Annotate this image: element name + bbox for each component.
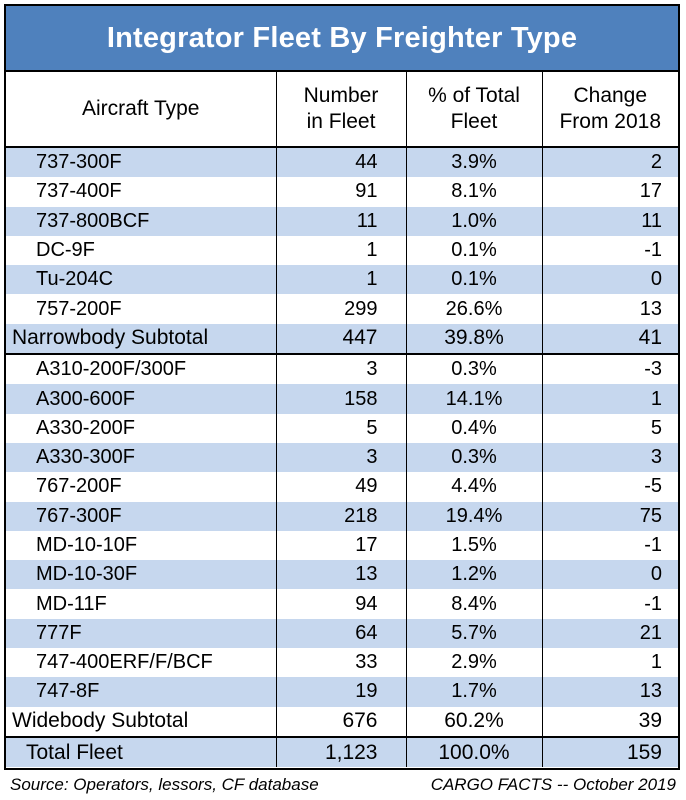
cell-number: 19 bbox=[276, 677, 406, 706]
cell-pct: 0.3% bbox=[406, 443, 542, 472]
table-row bbox=[6, 265, 678, 294]
cell-type: 737-800BCF bbox=[6, 207, 276, 236]
cell-number: 1 bbox=[276, 265, 406, 294]
cell-number: 5 bbox=[276, 414, 406, 443]
cell-change: 1 bbox=[542, 648, 678, 677]
cell-number: 44 bbox=[276, 147, 406, 177]
cell-type: A330-300F bbox=[6, 443, 276, 472]
cell-type: A300-600F bbox=[6, 384, 276, 413]
narrowbody-subtotal-row bbox=[6, 324, 678, 354]
table-row bbox=[6, 677, 678, 706]
cell-pct: 5.7% bbox=[406, 619, 542, 648]
cell-type: MD-10-30F bbox=[6, 560, 276, 589]
cell-pct: 8.4% bbox=[406, 589, 542, 618]
cell-change: -1 bbox=[542, 531, 678, 560]
cell-pct: 19.4% bbox=[406, 502, 542, 531]
cell-change: 3 bbox=[542, 443, 678, 472]
cell-pct: 3.9% bbox=[406, 147, 542, 177]
cell-pct: 1.5% bbox=[406, 531, 542, 560]
cell-change: 13 bbox=[542, 677, 678, 706]
fleet-table bbox=[6, 72, 678, 767]
cell-pct: 0.4% bbox=[406, 414, 542, 443]
source-note: Source: Operators, lessors, CF database bbox=[10, 775, 319, 794]
table-row bbox=[6, 502, 678, 531]
fleet-table-frame bbox=[4, 4, 680, 770]
cell-number: 3 bbox=[276, 443, 406, 472]
cell-type: MD-10-10F bbox=[6, 531, 276, 560]
cell-number: 91 bbox=[276, 177, 406, 206]
cell-pct: 26.6% bbox=[406, 294, 542, 323]
cell-type: 767-300F bbox=[6, 502, 276, 531]
header-number-in-fleet: Number in Fleet bbox=[276, 72, 406, 147]
cell-type: 747-400ERF/F/BCF bbox=[6, 648, 276, 677]
cell-number: 94 bbox=[276, 589, 406, 618]
cell-pct: 39.8% bbox=[406, 324, 542, 354]
cell-type: A330-200F bbox=[6, 414, 276, 443]
cell-type: 737-400F bbox=[6, 177, 276, 206]
cell-number: 3 bbox=[276, 354, 406, 384]
cell-number: 158 bbox=[276, 384, 406, 413]
cell-type: Narrowbody Subtotal bbox=[6, 324, 276, 354]
header-row bbox=[6, 72, 678, 147]
table-row bbox=[6, 472, 678, 501]
table-row bbox=[6, 354, 678, 384]
cell-pct: 1.7% bbox=[406, 677, 542, 706]
table-row bbox=[6, 619, 678, 648]
header-pct-total-fleet: % of Total Fleet bbox=[406, 72, 542, 147]
cell-number: 1,123 bbox=[276, 737, 406, 767]
cell-type: 757-200F bbox=[6, 294, 276, 323]
cell-change: -1 bbox=[542, 589, 678, 618]
cell-number: 11 bbox=[276, 207, 406, 236]
cell-type: Total Fleet bbox=[6, 737, 276, 767]
cell-pct: 100.0% bbox=[406, 737, 542, 767]
table-row bbox=[6, 294, 678, 323]
cell-type: 777F bbox=[6, 619, 276, 648]
table-row bbox=[6, 177, 678, 206]
cell-type: 737-300F bbox=[6, 147, 276, 177]
table-row bbox=[6, 384, 678, 413]
cell-number: 64 bbox=[276, 619, 406, 648]
cell-type: A310-200F/300F bbox=[6, 354, 276, 384]
cell-number: 1 bbox=[276, 236, 406, 265]
cell-pct: 14.1% bbox=[406, 384, 542, 413]
table-row bbox=[6, 207, 678, 236]
cell-type: 747-8F bbox=[6, 677, 276, 706]
cell-number: 218 bbox=[276, 502, 406, 531]
table-row bbox=[6, 236, 678, 265]
cell-change: 159 bbox=[542, 737, 678, 767]
table-row bbox=[6, 414, 678, 443]
cell-change: 11 bbox=[542, 207, 678, 236]
cell-type: MD-11F bbox=[6, 589, 276, 618]
widebody-subtotal-row bbox=[6, 707, 678, 737]
cell-number: 49 bbox=[276, 472, 406, 501]
cell-change: 5 bbox=[542, 414, 678, 443]
cell-number: 33 bbox=[276, 648, 406, 677]
cell-number: 13 bbox=[276, 560, 406, 589]
cell-type: Tu-204C bbox=[6, 265, 276, 294]
total-fleet-row bbox=[6, 737, 678, 767]
table-row bbox=[6, 560, 678, 589]
cell-change: 17 bbox=[542, 177, 678, 206]
cell-change: 0 bbox=[542, 265, 678, 294]
cell-change: -5 bbox=[542, 472, 678, 501]
cell-type: DC-9F bbox=[6, 236, 276, 265]
cell-change: 0 bbox=[542, 560, 678, 589]
table-title: Integrator Fleet By Freighter Type bbox=[6, 6, 678, 72]
cell-change: 13 bbox=[542, 294, 678, 323]
cell-change: 1 bbox=[542, 384, 678, 413]
cell-pct: 60.2% bbox=[406, 707, 542, 737]
cell-number: 676 bbox=[276, 707, 406, 737]
cell-pct: 2.9% bbox=[406, 648, 542, 677]
cell-pct: 0.1% bbox=[406, 265, 542, 294]
cell-pct: 8.1% bbox=[406, 177, 542, 206]
header-change-from-2018: Change From 2018 bbox=[542, 72, 678, 147]
cell-change: 75 bbox=[542, 502, 678, 531]
cell-pct: 4.4% bbox=[406, 472, 542, 501]
cell-change: -1 bbox=[542, 236, 678, 265]
table-row bbox=[6, 531, 678, 560]
cell-change: 2 bbox=[542, 147, 678, 177]
footer bbox=[10, 775, 676, 797]
cell-number: 447 bbox=[276, 324, 406, 354]
cell-pct: 1.0% bbox=[406, 207, 542, 236]
cell-number: 17 bbox=[276, 531, 406, 560]
cell-pct: 0.3% bbox=[406, 354, 542, 384]
table-row bbox=[6, 443, 678, 472]
cell-pct: 1.2% bbox=[406, 560, 542, 589]
table-row bbox=[6, 648, 678, 677]
cell-number: 299 bbox=[276, 294, 406, 323]
header-aircraft-type: Aircraft Type bbox=[6, 72, 276, 147]
table-row bbox=[6, 589, 678, 618]
cell-change: -3 bbox=[542, 354, 678, 384]
cell-pct: 0.1% bbox=[406, 236, 542, 265]
table-row bbox=[6, 147, 678, 177]
cell-type: 767-200F bbox=[6, 472, 276, 501]
cell-change: 39 bbox=[542, 707, 678, 737]
credit-note: CARGO FACTS -- October 2019 bbox=[430, 775, 676, 794]
cell-change: 41 bbox=[542, 324, 678, 354]
cell-type: Widebody Subtotal bbox=[6, 707, 276, 737]
cell-change: 21 bbox=[542, 619, 678, 648]
